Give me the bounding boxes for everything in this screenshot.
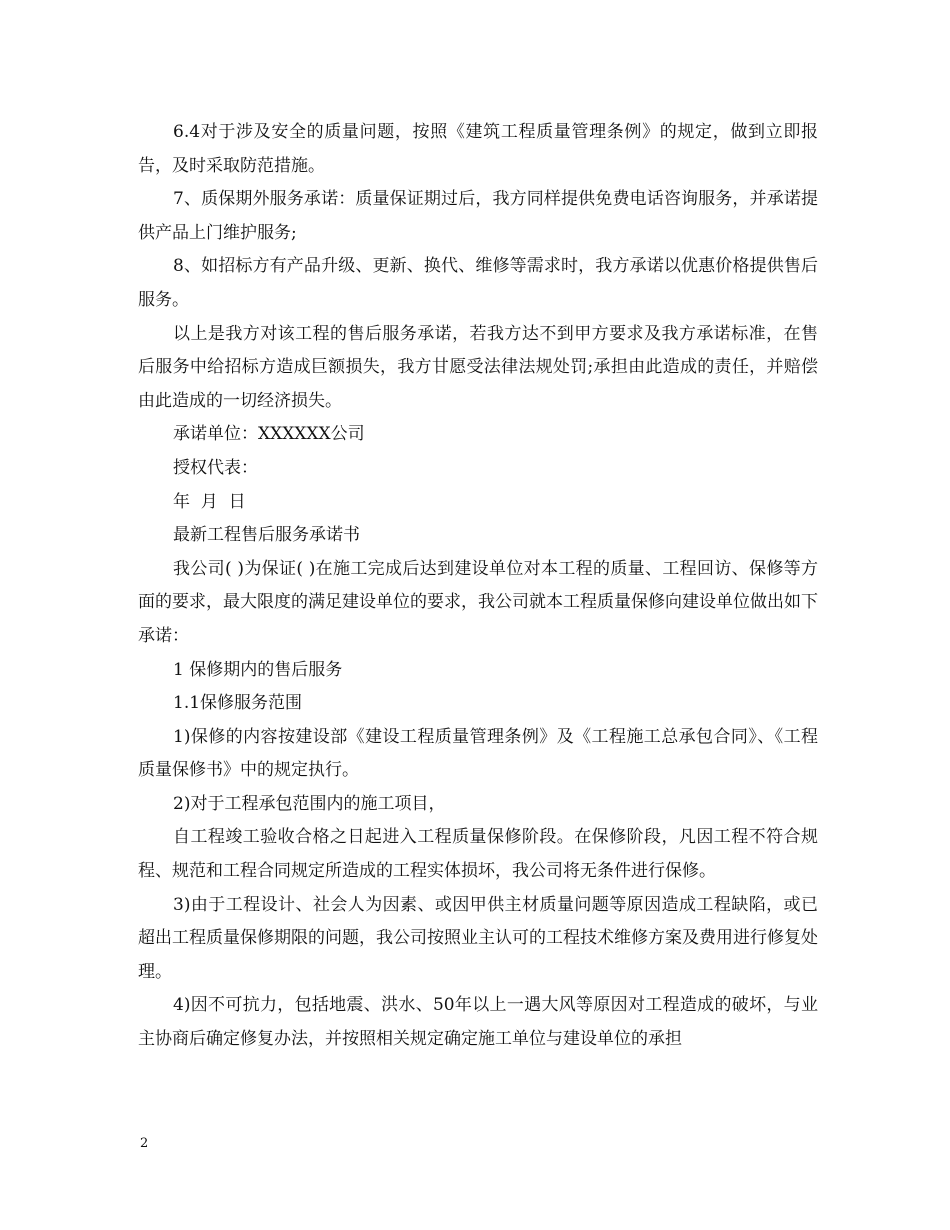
paragraph-item-4: 4)因不可抗力，包括地震、洪水、50年以上一遇大风等原因对工程造成的破坏，与业主协商后确定修复办法，并按照相关规定确定施工单位与建设单位的承担 [138, 995, 818, 1050]
heading-1-1: 1.1保修服务范围 [173, 693, 303, 714]
paragraph-8: 8、如招标方有产品升级、更新、换代、维修等需求时，我方承诺以优惠价格提供售后服务。 [138, 256, 818, 310]
paragraph-summary: 以上是我方对该工程的售后服务承诺，若我方达不到甲方要求及我方承诺标准，在售后服务中给招标方造成巨额损失，我方甘愿受法律法规处罚;承担由此造成的责任，并赔偿由此造成的一切经济损失。 [138, 323, 818, 411]
heading-1: 1 保修期内的售后服务 [173, 659, 343, 680]
document-body [138, 116, 818, 1057]
paragraph-item-2: 2)对于工程承包范围内的施工项目， [173, 793, 446, 814]
paragraph-item-1: 1)保修的内容按建设部《建设工程质量管理条例》及《工程施工总承包合同》、《工程质量保修书》中的规定执行。 [138, 726, 818, 781]
paragraph-representative: 授权代表： [173, 457, 258, 478]
page-number: 2 [140, 1136, 149, 1151]
paragraph-intro: 我公司( )为保证( )在施工完成后达到建设单位对本工程的质量、工程回访、保修等方面的要求，最大限度的满足建设单位的要求，我公司就本工程质量保修向建设单位做出如下承诺： [138, 558, 818, 646]
paragraph-date: 年 月 日 [173, 491, 246, 512]
paragraph-6-4: 6.4对于涉及安全的质量问题，按照《建筑工程质量管理条例》的规定，做到立即报告，及时采取防范措施。 [138, 122, 818, 176]
section-title: 最新工程售后服务承诺书 [173, 525, 360, 546]
paragraph-7: 7、质保期外服务承诺：质量保证期过后，我方同样提供免费电话咨询服务，并承诺提供产品上门维护服务; [138, 189, 818, 243]
paragraph-item-3: 3)由于工程设计、社会人为因素、或因甲供主材质量问题等原因造成工程缺陷，或已超出工程质量保修期限的问题，我公司按照业主认可的工程技术维修方案及费用进行修复处理。 [138, 894, 818, 982]
paragraph-unit: 承诺单位：XXXXXX公司 [173, 424, 365, 445]
paragraph-item-2-detail: 自工程竣工验收合格之日起进入工程质量保修阶段。在保修阶段，凡因工程不符合规程、规范和工程合同规定所造成的工程实体损坏，我公司将无条件进行保修。 [138, 827, 818, 882]
